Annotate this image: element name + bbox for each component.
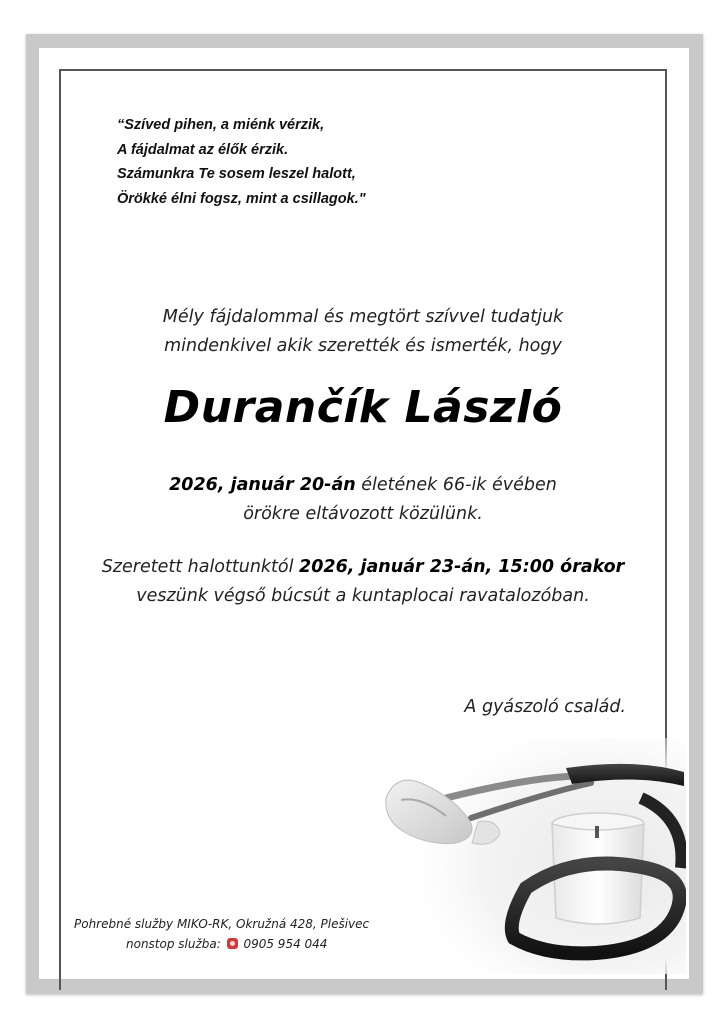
funeral-datetime: 2026, január 23-án, 15:00 órakor xyxy=(299,557,625,577)
company-info: Pohrebné služby MIKO-RK, Okružná 428, Plešivec xyxy=(74,917,370,931)
funeral-prefix: Szeretett halottunktól xyxy=(101,557,300,577)
funeral-line xyxy=(60,553,666,582)
death-notice xyxy=(60,471,666,529)
poem-line: Örökké élni fogsz, mint a csillagok." xyxy=(117,190,366,207)
poem-line: A fájdalmat az élők érzik. xyxy=(117,141,289,158)
poem xyxy=(117,113,517,211)
funeral-service-footer xyxy=(74,914,404,954)
death-date: 2026, január 20-án xyxy=(169,475,356,495)
funeral-line: veszünk végső búcsút a kuntaplocai ravatalozóban. xyxy=(136,586,590,606)
family-signature: A gyászoló család. xyxy=(464,697,626,717)
funeral-notice xyxy=(60,553,666,611)
nonstop-label: nonstop služba: xyxy=(126,937,221,951)
deceased-name: Durančík László xyxy=(163,382,563,433)
announcement-intro xyxy=(60,303,666,361)
phone-number: 0905 954 044 xyxy=(243,937,328,951)
poem-line: “Szíved pihen, a miénk vérzik, xyxy=(117,117,325,133)
intro-line: Mély fájdalommal és megtört szívvel tudatjuk xyxy=(162,307,564,327)
death-age-text: életének 66-ik évében xyxy=(355,475,557,495)
intro-line: mindenkivel akik szerették és ismerték, hogy xyxy=(164,336,562,356)
nonstop-line xyxy=(74,934,404,954)
death-line: örökre eltávozott közülünk. xyxy=(243,504,483,524)
phone-icon xyxy=(227,938,238,949)
poem-line: Számunkra Te sosem leszel halott, xyxy=(117,166,356,182)
death-line xyxy=(60,471,666,500)
candle-and-calla-lily-image xyxy=(376,738,686,974)
